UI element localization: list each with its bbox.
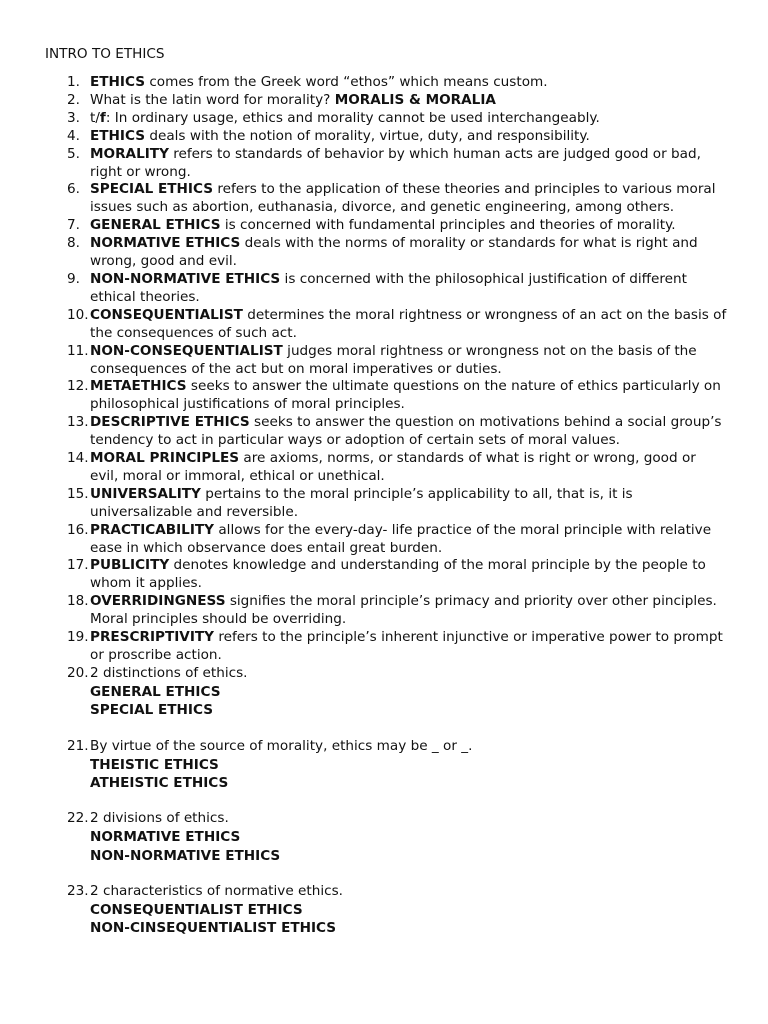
- item-term: PRESCRIPTIVITY: [90, 629, 214, 646]
- item-number: 11.: [67, 342, 89, 359]
- item-term: ETHICS: [90, 127, 146, 144]
- list-item-16: [0, 522, 768, 558]
- item-term: SPECIAL ETHICS: [90, 181, 214, 198]
- item-number: 22.: [67, 810, 89, 827]
- item-text: deals with the norms of morality or standards for what is right and wrong, good and evil.: [90, 235, 698, 270]
- question-item-20: [0, 665, 768, 720]
- answer-line: NON-CINSEQUENTIALIST ETHICS: [90, 920, 337, 937]
- list-item-9: [0, 271, 768, 307]
- answer-line: THEISTIC ETHICS: [90, 756, 219, 773]
- answer-line: NON-NORMATIVE ETHICS: [90, 847, 281, 864]
- item-number: 21.: [67, 737, 89, 754]
- item-text: refers to standards of behavior by which human acts are judged good or bad, right or wrong.: [90, 145, 701, 180]
- item-term: CONSEQUENTIALIST: [90, 306, 243, 323]
- item-term: NORMATIVE ETHICS: [90, 235, 241, 252]
- item-text: signifies the moral principle’s primacy and priority over other pinciples. Moral principles should be overriding.: [90, 593, 717, 628]
- item-term: f: [99, 109, 106, 126]
- item-number: 6.: [67, 181, 80, 198]
- item-text: seeks to answer the question on motivations behind a social group’s tendency to act in particular ways or adoption of certain sets of moral values.: [90, 414, 722, 449]
- answer-line: ATHEISTIC ETHICS: [90, 774, 229, 791]
- item-term: NON-NORMATIVE ETHICS: [90, 270, 281, 287]
- list-item-7: [0, 217, 768, 235]
- item-lead: What is the latin word for morality?: [90, 91, 335, 108]
- item-term: OVERRIDINGNESS: [90, 593, 226, 610]
- list-item-2: [0, 92, 768, 110]
- item-number: 23.: [67, 883, 89, 900]
- list-item-3: [0, 110, 768, 128]
- item-text: judges moral rightness or wrongness not on the basis of the consequences of the act but on moral imperatives or duties.: [90, 342, 697, 377]
- item-text: is concerned with the philosophical justification of different ethical theories.: [90, 270, 687, 305]
- list-item-6: [0, 181, 768, 217]
- list-item-17: [0, 557, 768, 593]
- item-number: 16.: [67, 521, 89, 538]
- list-item-8: [0, 235, 768, 271]
- list-item-15: [0, 486, 768, 522]
- item-term: PUBLICITY: [90, 557, 170, 574]
- item-text: allows for the every-day- life practice of the moral principle with relative ease in which observance does entail great burden.: [90, 521, 712, 556]
- list-item-10: [0, 307, 768, 343]
- list-item-11: [0, 343, 768, 379]
- question-item-21: [0, 738, 768, 793]
- item-text: seeks to answer the ultimate questions on the nature of ethics particularly on philosophical justifications of moral principles.: [90, 378, 721, 413]
- item-number: 4.: [67, 127, 80, 144]
- list-item-4: [0, 128, 768, 146]
- item-number: 8.: [67, 235, 80, 252]
- item-term: NON-CONSEQUENTIALIST: [90, 342, 283, 359]
- list-item-14: [0, 450, 768, 486]
- item-number: 2.: [67, 91, 80, 108]
- item-term: MORALITY: [90, 145, 169, 162]
- item-term: PRACTICABILITY: [90, 521, 215, 538]
- item-text: refers to the application of these theories and principles to various moral issues such as abortion, euthanasia, divorce, and genetic engineering, among others.: [90, 181, 716, 216]
- item-text: pertains to the moral principle’s applicability to all, that is, it is universalizable and reversible.: [90, 485, 633, 520]
- item-number: 13.: [67, 414, 89, 431]
- question-text: 2 distinctions of ethics.: [90, 664, 248, 681]
- answer-line: NORMATIVE ETHICS: [90, 829, 241, 846]
- question-item-23: [0, 883, 768, 938]
- item-number: 17.: [67, 557, 89, 574]
- item-number: 7.: [67, 217, 80, 234]
- list-item-18: [0, 593, 768, 629]
- item-text: denotes knowledge and understanding of the moral principle by the people to whom it applies.: [90, 557, 706, 592]
- item-number: 9.: [67, 270, 80, 287]
- item-number: 14.: [67, 450, 89, 467]
- item-number: 18.: [67, 593, 89, 610]
- item-text: refers to the principle’s inherent injunctive or imperative power to prompt or proscribe action.: [90, 629, 723, 663]
- item-term: GENERAL ETHICS: [90, 217, 221, 234]
- item-lead: t/: [90, 109, 100, 126]
- answer-line: GENERAL ETHICS: [90, 683, 221, 700]
- ethics-item-list: [0, 74, 768, 938]
- question-text: 2 divisions of ethics.: [90, 810, 229, 827]
- item-term: MORAL PRINCIPLES: [90, 450, 240, 467]
- item-term: DESCRIPTIVE ETHICS: [90, 414, 250, 431]
- item-text: are axioms, norms, or standards of what is right or wrong, good or evil, moral or immoral, ethical or unethical.: [90, 450, 696, 484]
- list-item-1: [0, 74, 768, 92]
- list-item-13: [0, 414, 768, 450]
- item-number: 1.: [67, 74, 80, 90]
- question-item-22: [0, 810, 768, 865]
- item-text: determines the moral rightness or wrongness of an act on the basis of the consequences of such act.: [90, 306, 727, 341]
- item-number: 5.: [67, 145, 80, 162]
- item-term: MORALIS & MORALIA: [334, 91, 496, 108]
- item-text: : In ordinary usage, ethics and morality cannot be used interchangeably.: [105, 109, 600, 126]
- document-title: INTRO TO ETHICS: [45, 46, 165, 62]
- list-item-12: [0, 378, 768, 414]
- item-number: 15.: [67, 485, 89, 502]
- item-term: METAETHICS: [90, 378, 187, 395]
- answer-line: SPECIAL ETHICS: [90, 702, 214, 719]
- answer-line: CONSEQUENTIALIST ETHICS: [90, 901, 303, 918]
- item-text: deals with the notion of morality, virtue, duty, and responsibility.: [145, 127, 590, 144]
- item-number: 19.: [67, 629, 89, 646]
- item-number: 3.: [67, 109, 80, 126]
- question-text: 2 characteristics of normative ethics.: [90, 883, 343, 900]
- question-text: By virtue of the source of morality, ethics may be _ or _.: [90, 737, 473, 754]
- item-term: ETHICS: [90, 74, 146, 90]
- item-term: UNIVERSALITY: [90, 485, 201, 502]
- item-number: 12.: [67, 378, 89, 395]
- item-number: 20.: [67, 664, 89, 681]
- item-text: comes from the Greek word “ethos” which means custom.: [145, 74, 548, 90]
- list-item-19: [0, 629, 768, 665]
- list-item-5: [0, 146, 768, 182]
- item-text: is concerned with fundamental principles and theories of morality.: [220, 217, 676, 234]
- item-number: 10.: [67, 306, 89, 323]
